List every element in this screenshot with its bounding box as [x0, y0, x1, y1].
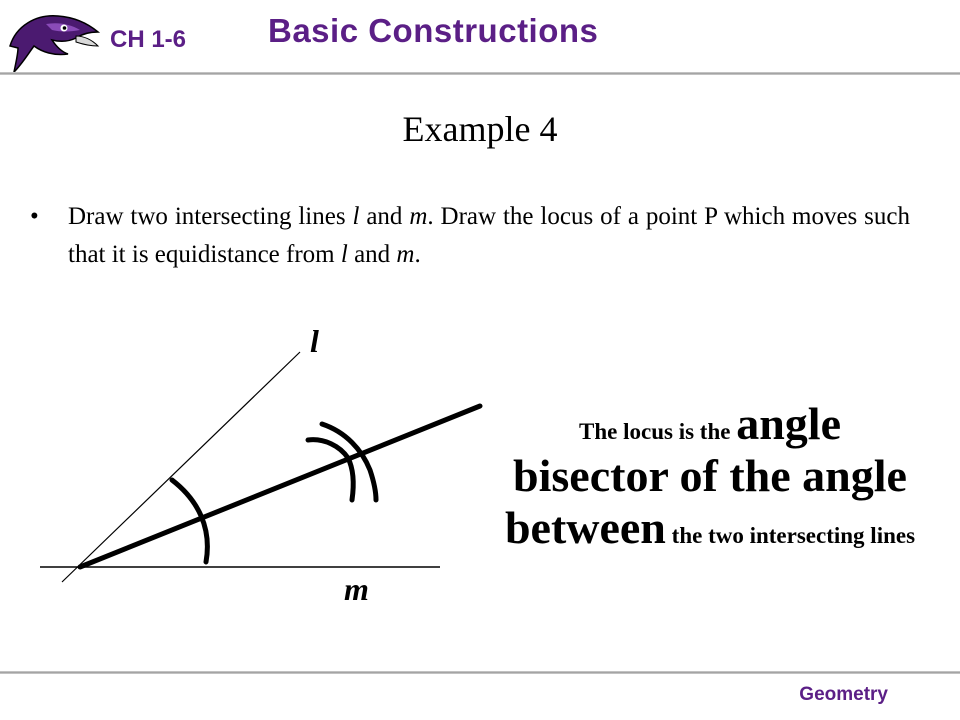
explanation-text: The locus is the angle bisector of the angle between the two intersecting lines — [504, 398, 916, 553]
slide-title: Example 4 — [402, 109, 558, 149]
chapter-label: CH 1-6 — [110, 26, 187, 53]
label-l: l — [310, 323, 319, 359]
bullet-text: Draw two intersecting lines l and m. Draw the locus of a point P which moves such that it is equidistance from l and m. — [68, 203, 910, 268]
header-divider — [0, 72, 960, 75]
raven-mascot-icon — [6, 6, 102, 76]
construction-diagram — [0, 300, 520, 620]
bullet-marker: • — [30, 203, 39, 230]
bisector-line — [80, 406, 480, 567]
footer-divider — [0, 671, 960, 674]
footer-label: Geometry — [799, 684, 888, 705]
header-title: Basic Constructions — [268, 12, 599, 49]
label-m: m — [344, 571, 369, 607]
line-l — [62, 352, 300, 582]
